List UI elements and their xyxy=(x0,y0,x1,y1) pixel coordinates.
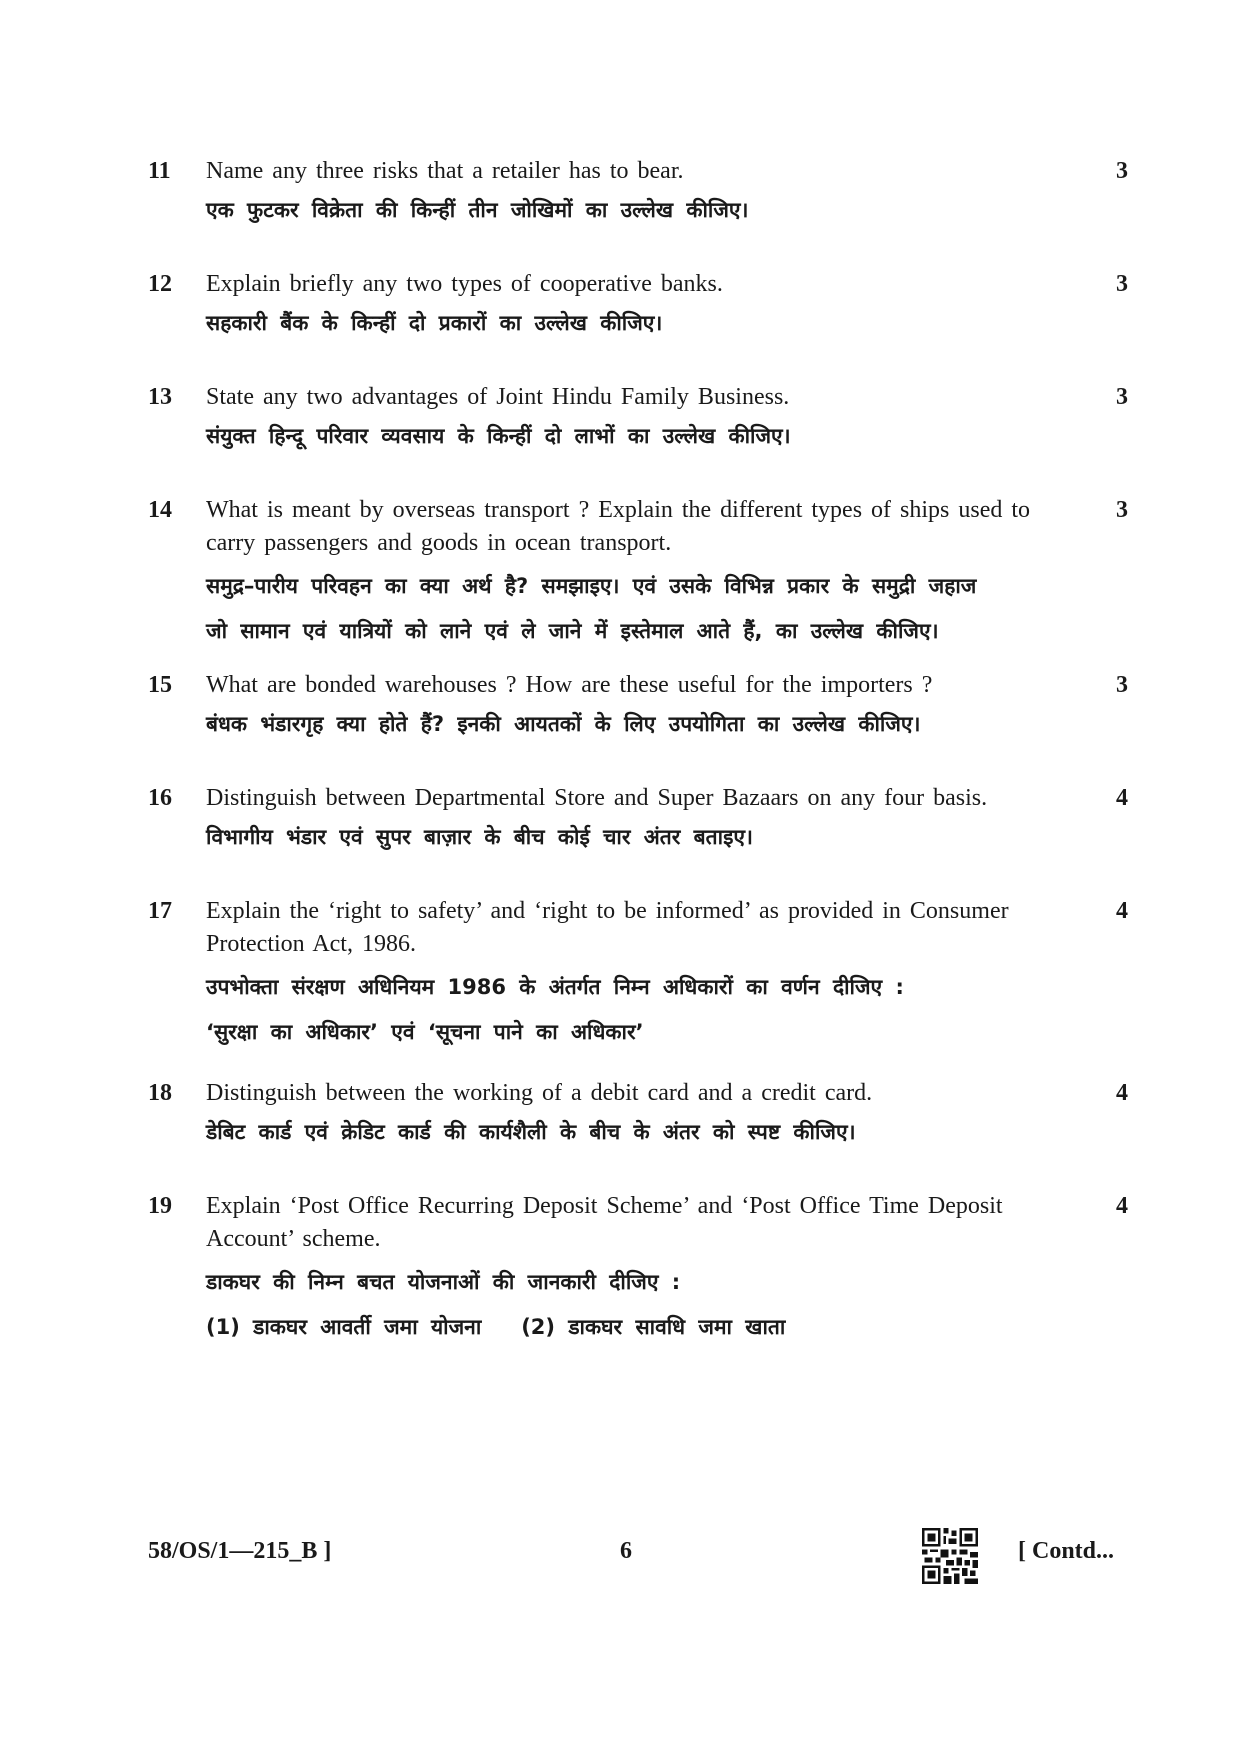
question-text-hi: जो सामान एवं यात्रियों को लाने एवं ले जाने में इस्तेमाल आते हैं, का उल्लेख कीजिए। xyxy=(206,619,939,643)
question-text-en: Explain briefly any two types of cooperative banks. xyxy=(206,271,723,297)
question-text-hi: ‘सुरक्षा का अधिकार’ एवं ‘सूचना पाने का अधिकार’ xyxy=(206,1020,644,1044)
question-marks: 3 xyxy=(1116,672,1128,698)
qr-code-icon xyxy=(922,1528,978,1584)
question-text-hi: एक फुटकर विक्रेता की किन्हीं तीन जोखिमों का उल्लेख कीजिए। xyxy=(206,198,749,222)
question-text-hi: डाकघर की निम्न बचत योजनाओं की जानकारी दीजिए : xyxy=(206,1270,681,1294)
question-number: 15 xyxy=(148,672,172,698)
paper-code: 58/OS/1—215_B ] xyxy=(148,1538,332,1564)
question-text-hi: सहकारी बैंक के किन्हीं दो प्रकारों का उल्लेख कीजिए। xyxy=(206,311,663,335)
question-number: 19 xyxy=(148,1193,172,1219)
question-number: 12 xyxy=(148,271,172,297)
question-text-hi: उपभोक्ता संरक्षण अधिनियम 1986 के अंतर्गत निम्न अधिकारों का वर्णन दीजिए : xyxy=(206,975,904,999)
question-marks: 4 xyxy=(1116,785,1128,811)
question-text-en: What is meant by overseas transport ? Explain the different types of ships used to carry passengers and goods in ocean transport. xyxy=(206,497,1031,556)
page-footer xyxy=(0,1538,1240,1598)
continued-label: [ Contd... xyxy=(1018,1538,1115,1564)
question-marks: 3 xyxy=(1116,271,1128,297)
question-text-en: Distinguish between Departmental Store and Super Bazaars on any four basis. xyxy=(206,785,988,811)
question-text-hi: बंधक भंडारगृह क्या होते हैं? इनकी आयतकों के लिए उपयोगिता का उल्लेख कीजिए। xyxy=(206,712,921,736)
question-text-en: Explain ‘Post Office Recurring Deposit Scheme’ and ‘Post Office Time Deposit Account’ scheme. xyxy=(206,1193,1003,1252)
question-marks: 4 xyxy=(1116,898,1128,924)
question-number: 14 xyxy=(148,497,172,523)
question-marks: 3 xyxy=(1116,384,1128,410)
question-number: 17 xyxy=(148,898,172,924)
question-text-hi: संयुक्त हिन्दू परिवार व्यवसाय के किन्हीं दो लाभों का उल्लेख कीजिए। xyxy=(206,424,791,448)
question-text-en: State any two advantages of Joint Hindu Family Business. xyxy=(206,384,790,410)
question-marks: 4 xyxy=(1116,1193,1128,1219)
question-number: 16 xyxy=(148,785,172,811)
question-text-hi: डेबिट कार्ड एवं क्रेडिट कार्ड की कार्यशैली के बीच के अंतर को स्पष्ट कीजिए। xyxy=(206,1120,856,1144)
question-number: 18 xyxy=(148,1080,172,1106)
question-number: 11 xyxy=(148,158,171,184)
page-number: 6 xyxy=(620,1538,632,1564)
question-text-en: Explain the ‘right to safety’ and ‘right to be informed’ as provided in Consumer Protection Act, 1986. xyxy=(206,898,1009,957)
question-text-hi: विभागीय भंडार एवं सुपर बाज़ार के बीच कोई चार अंतर बताइए। xyxy=(206,825,753,849)
question-text-en: Distinguish between the working of a debit card and a credit card. xyxy=(206,1080,873,1106)
question-text-hi: समुद्र–पारीय परिवहन का क्या अर्थ है? समझाइए। एवं उसके विभिन्न प्रकार के समुद्री जहाज xyxy=(206,574,977,598)
question-marks: 3 xyxy=(1116,158,1128,184)
question-text-en: Name any three risks that a retailer has to bear. xyxy=(206,158,684,184)
question-text-en: What are bonded warehouses ? How are these useful for the importers ? xyxy=(206,672,933,698)
question-number: 13 xyxy=(148,384,172,410)
question-marks: 4 xyxy=(1116,1080,1128,1106)
question-text-hi: (1) डाकघर आवर्ती जमा योजना (2) डाकघर सावधि जमा खाता xyxy=(206,1315,786,1339)
question-marks: 3 xyxy=(1116,497,1128,523)
